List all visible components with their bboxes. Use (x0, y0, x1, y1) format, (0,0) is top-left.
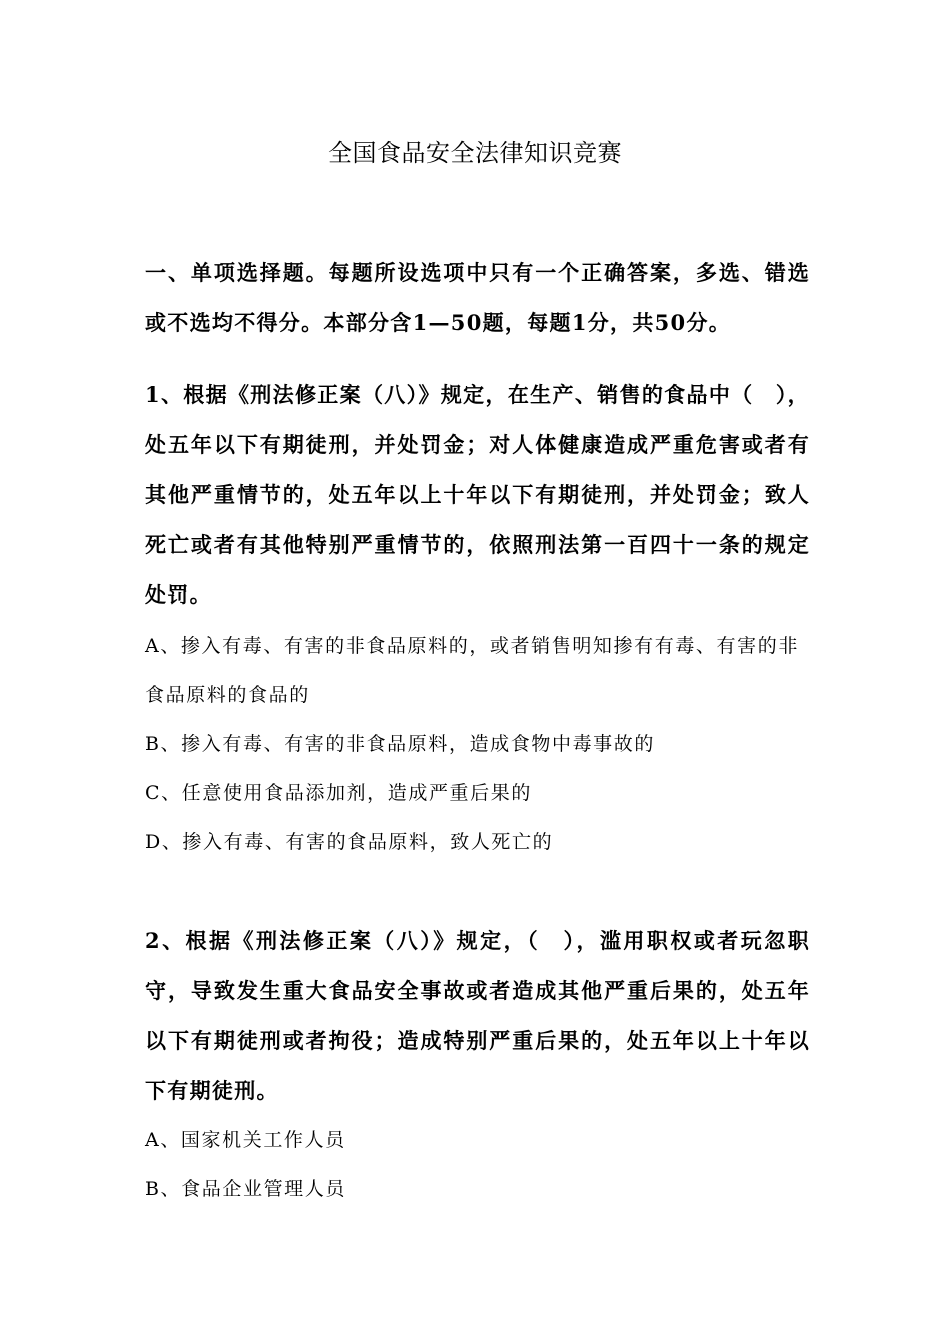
section-heading: 一、单项选择题。每题所设选项中只有一个正确答案，多选、错选或不选均不得分。本部分含1—50题，每题1分，共50分。 (145, 260, 810, 335)
question-1-option-d: D、掺入有毒、有害的食品原料，致人死亡的 (145, 831, 554, 853)
question-2-stem: 2、根据《刑法修正案（八）》规定，（ ），滥用职权或者玩忽职守，导致发生重大食品安全事故或者造成其他严重后果的，处五年以下有期徒刑或者拘役；造成特别严重后果的，处五年以上十年以下有期徒刑。 (145, 928, 810, 1103)
question-1-option-a: A、掺入有毒、有害的非食品原料的，或者销售明知掺有有毒、有害的非食品原料的食品的 (145, 635, 799, 706)
document-title: 全国食品安全法律知识竞赛 (328, 139, 622, 167)
question-1 (145, 370, 810, 867)
document-body (145, 248, 810, 1214)
question-2-option-b: B、食品企业管理人员 (145, 1178, 346, 1200)
question-2 (145, 916, 810, 1214)
question-1-stem: 1、根据《刑法修正案（八）》规定，在生产、销售的食品中（ ），处五年以下有期徒刑，并处罚金；对人体健康造成严重危害或者有其他严重情节的，处五年以上十年以下有期徒刑，并处罚金；致人死亡或者有其他特别严重情节的，依照刑法第一百四十一条的规定处罚。 (145, 382, 810, 607)
question-1-option-c: C、任意使用食品添加剂，造成严重后果的 (145, 782, 532, 804)
question-1-option-b: B、掺入有毒、有害的非食品原料，造成食物中毒事故的 (145, 733, 655, 755)
question-2-option-a: A、国家机关工作人员 (145, 1129, 346, 1151)
